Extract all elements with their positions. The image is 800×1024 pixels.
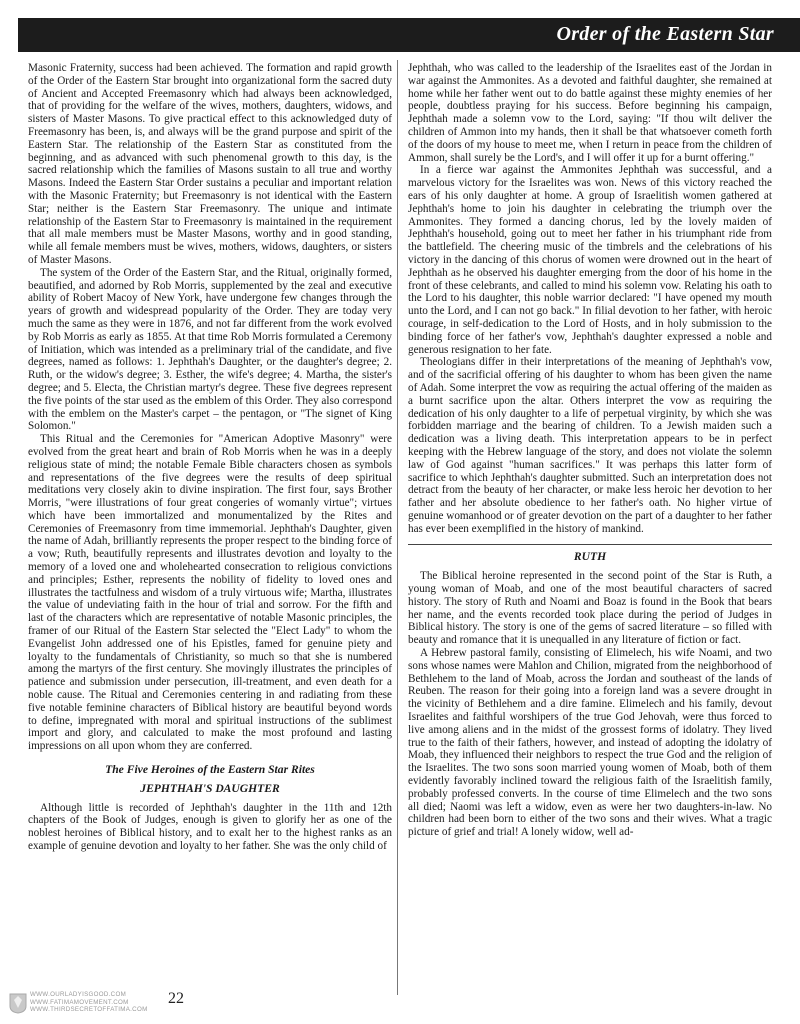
body-paragraph: Although little is recorded of Jephthah's daughter in the 11th and 12th chapters of the Book of Judges, enough is given to glorify her as one of the noblest heroines of Biblical history, and to exalt her to the highest ranks as an example of genuine devotion and loyalty to her father. She was the only child of	[28, 801, 392, 853]
footer-link[interactable]: WWW.FATIMAMOVEMENT.COM	[30, 998, 129, 1006]
right-column	[408, 62, 772, 982]
page-number: 22	[168, 990, 184, 1007]
left-column	[28, 62, 392, 982]
footer-link[interactable]: WWW.OURLADYISGOOD.COM	[30, 991, 127, 998]
running-header-bar	[18, 18, 800, 52]
body-paragraph: This Ritual and the Ceremonies for "American Adoptive Masonry" were evolved from the great heart and brain of Rob Morris when he was in a deeply religious state of mind; the notable Female Bible characters chosen as symbols and representations of the five degrees were the results of deep spiritual meditations very closely akin to divine inspiration. The first four, says Brother Morris, "were illustrations of four great congeries of womanly virtue"; virtues which have been immortalized and monumentalized by the Rites and Ceremonies of Freemasonry from time immemorial. Jephthah's Daughter, given the name of Adah, brilliantly represents the proper respect to the binding force of a vow; Ruth, beautifully represents and illustrates devotion and loyalty to the memory of a loved one and wholehearted consecration to religious convictions and principles; Esther, represents the nobility of fidelity to loved ones and illustrates the tactfulness and wisdom of a truly virtuous wife; Martha, illustrates the value of undeviating faith in the hour of trial and sorrow. For the fifth and last of the characters which are representative of notable Masonic principles, the framer of our Ritual of the Eastern Star selected the "Elect Lady" to whom the Evangelist John addressed one of his Epistles, famed for genuine piety and loyalty to the fundamentals of Christianity, so much so that she is numbered among the martyrs of the first century. She movingly illustrates the principles of patience and submission under persecution, ill-treatment, and even death for a noble cause. The Ritual and Ceremonies centering in and radiating from these five notable feminine characters of Biblical history are beautiful beyond words to define, impregnated with moral and spiritual instructions of the sublimest import and glory, and calculated to make the most profound and lasting impressions on all upon whom they are conferred.	[28, 433, 392, 753]
running-header-title: Order of the Eastern Star	[556, 23, 774, 45]
watermark-logo-icon	[8, 992, 28, 1014]
body-paragraph: The Biblical heroine represented in the second point of the Star is Ruth, a young woman of Moab, and one of the most beautiful characters of sacred history. The story of Ruth and Noami and Boaz is found in the Book that bears her name, and the events recorded took place during the period of Judges in Biblical history. The story is one of the gems of sacred literature – so filled with beauty and romance that it is unequalled in any literature of fiction or fact.	[408, 570, 772, 647]
section-divider	[408, 544, 772, 545]
footer-link[interactable]: WWW.THIRDSECRETOFFATIMA.COM	[30, 1006, 148, 1014]
body-paragraph: The system of the Order of the Eastern Star, and the Ritual, originally formed, beautified, and adorned by Rob Morris, supplemented by the zeal and executive ability of Robert Macoy of New York, have undergone few changes through the years of growth and widespread popularity of the Order. They are today very much the same as they were in 1876, and not far different from the work evolved by Rob Morris as early as 1855. At that time Rob Morris formulated a Ceremony of Initiation, which was intended as a preliminary trial of the candidate, and five degrees, named as follows: 1. Jephthah's Daughter, or the daughter's degree; 2. Ruth, or the widow's degree; 3. Esther, the wife's degree; 4. Martha, the sister's degree; and 5. Electa, the Christian martyr's degree. These five degrees represent the five points of the star used as the emblem of this Order. They also correspond with the emblem on the Master's carpet – the pentagon, or "The signet of King Solomon."	[28, 266, 392, 433]
subsection-heading: JEPHTHAH'S DAUGHTER	[140, 781, 280, 795]
section-heading: The Five Heroines of the Eastern Star Rites	[105, 763, 315, 777]
body-paragraph: Jephthah, who was called to the leadership of the Israelites east of the Jordan in war against the Ammonites. As a devoted and faithful daughter, she remained at home while her father went out to do battle against these mighty enemies of her people, doubtless praying for his success. Before beginning his campaign, Jephthah made a solemn vow to the Lord, saying: "If thou wilt deliver the children of Ammon into my hands, then it shall be that whatsoever cometh forth of the doors of my house to meet me, when I return in peace from the children of Ammon, shall surely be the Lord's, and I will offer it up for a burnt offering."	[408, 62, 772, 164]
body-paragraph: In a fierce war against the Ammonites Jephthah was successful, and a marvelous victory for the Israelites was won. News of this victory reached the ears of his only daughter at home. A group of Israelitish women gathered at Jephthah's home to join his daughter in celebrating the triumph over the Ammonites. They formed a dancing chorus, led by the lovely maiden of Jephthah's household, going out to meet her father in his triumphant ride from the battlefield. The cheering music of the timbrels and the celebrations of his victory in the dancing of this chorus of women were drowned out in the heart of Jephthah as he observed his daughter emerging from the door of his home in the front of these celebrants, and called to mind his solemn vow. Relating his oath to the Lord to his daughter, this noble warrior declared: "I have opened my mouth unto the Lord, and I can not go back." In filial devotion to her father, with heroic courage, in self-dedication to the Lord of Hosts, and in holy submission to the binding force of her father's vow, Jephthah's daughter expressed a noble and generous resignation to her fate.	[408, 164, 772, 356]
footer-watermark-links	[30, 991, 148, 1014]
ruth-heading: RUTH	[573, 550, 607, 564]
column-divider	[397, 60, 398, 995]
body-paragraph: Theologians differ in their interpretations of the meaning of Jephthah's vow, and of the sacrificial offering of his daughter to whom has been given the name of Adah. Some interpret the vow as requiring the actual offering of the maiden as a burnt sacrifice upon the altar. Others interpret the vow as requiring the dedication of his only daughter to a life of perpetual virginity, by which she was forbidden marriage and the bearing of children. To a Jewish maiden such a dedication was a living death. This interpretation appears to be in perfect keeping with the Hebrew language of the story, and does not violate the solemn law of God against "human sacrifices." It was perhaps this latter form of sacrifice to which Jephthah's daughter submitted. Such an interpretation does not detract from the beauty of her character, or make less heroic her devotion to her father and her absolute obedience to her father's oath. No higher virtue of genuine womanhood or of greater devotion on the part of a daughter to her father has ever been exemplified in the history of mankind.	[408, 356, 772, 535]
body-paragraph: Masonic Fraternity, success had been achieved. The formation and rapid growth of the Order of the Eastern Star brought into organizational form the sacred duty of Ancient and Accepted Freemasonry which had always been acknowledged, that of providing for the welfare of the wives, mothers, daughters, widows, and sisters of Master Masons. To give practical effect to this acknowledged duty of Freemasonry has been, is, and always will be the grand purpose and spirit of the Eastern Star. The relationship of the Eastern Star as constituted from the beginning, and as advanced with such phenomenal growth to this day, is the sacred relationship which the families of Masons sustain to all true and worthy Masons. Indeed the Eastern Star Order sustains a peculiar and important relation with the Masonic Fraternity; but Freemasonry is not identical with the Eastern Star; neither is the Eastern Star Freemasonry. The unique and intimate relationship of the Eastern Star to Freemasonry is maintained in the requirement that all male members must be Master Masons, worthy and in good standing, while all female members must be wives, mothers, widows, daughters, or sisters of Master Masons.	[28, 62, 392, 266]
body-paragraph: A Hebrew pastoral family, consisting of Elimelech, his wife Noami, and two sons whose names were Mahlon and Chilion, migrated from the neighborhood of Bethlehem to the land of Moab, across the Jordan and southeast of the lands of Reuben. The reason for their going into a foreign land was a severe drought in the vicinity of Bethlehem and a dire famine. Elimelech and his family, devout Israelites and faithful worshipers of the true God Jehovah, were thus forced to live among aliens and in the midst of the grossest forms of idolatry. They lived true to the faith of their fathers, however, and instead of adopting the idolatry of Moab, they influenced their neighbors to respect the true God and the religion of the Israelites. The two sons soon married young women of Moab, both of them evidently favorably inclined toward the religious faith of the Israelitish family, probably professed converts. In the course of time Elimelech and the two sons all died; Naomi was left a widow, even as were her two daughters-in-law. No children had been born to either of the two sons and their wives. What a tragic picture of grief and trial! A lonely widow, well ad-	[408, 647, 772, 839]
